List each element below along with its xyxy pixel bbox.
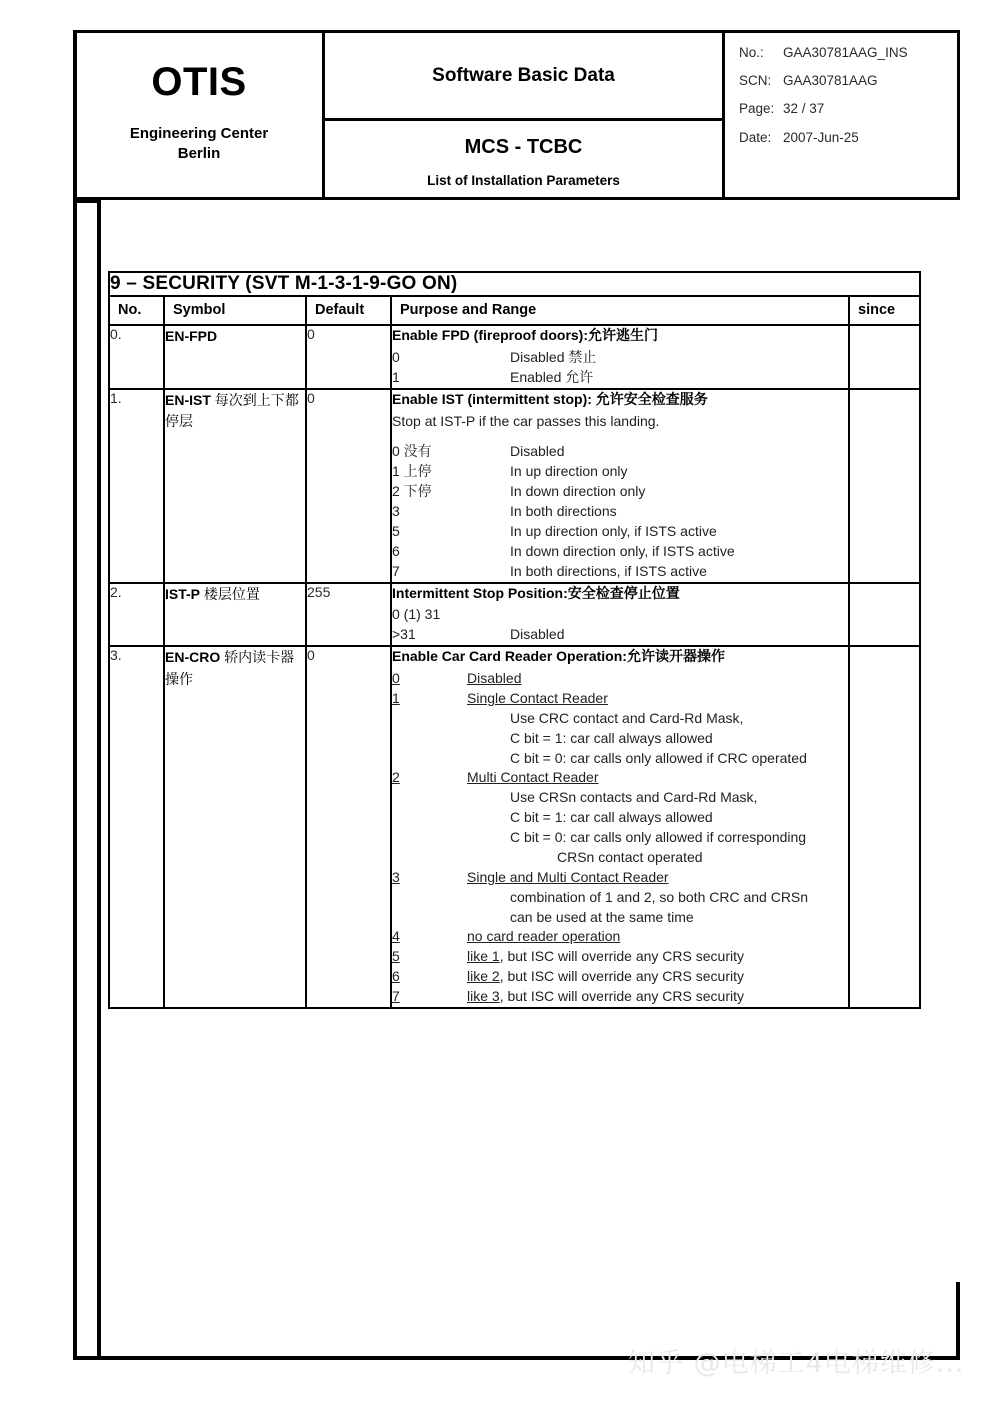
frame-left-outer-rule [73,30,77,1360]
symbol-annotation-cn: 每次到上下都停层 [165,391,299,430]
option-value: 7 [392,562,400,579]
row-symbol [164,325,306,389]
symbol-annotation-cn: 楼层位置 [200,585,260,602]
table-row [109,389,920,583]
metadata-row-no [739,45,957,60]
purpose-heading-cn: 允许安全检查服务 [591,390,708,407]
row-default-value: 0 [306,389,391,583]
doc-title-row [325,33,722,121]
option-row [392,927,848,947]
option-description: In down direction only, if ISTS active [510,542,735,559]
row-since [849,389,920,583]
spacer [392,431,848,442]
table-row [109,583,920,647]
option-description-ref: like 3 [467,988,500,1004]
option-description: Disabled [510,626,565,643]
row-symbol [164,646,306,1008]
option-row [392,967,848,987]
row-symbol [164,583,306,647]
column-header-default: Default [306,296,391,325]
option-row [392,482,848,502]
metadata-label-page: Page: [739,101,775,116]
metadata-label-date: Date: [739,130,772,145]
option-description: In down direction only [510,483,646,500]
installation-parameters-table [108,271,921,1009]
option-description: In both directions [510,503,617,519]
product-title-row [325,121,722,197]
purpose-heading-cn: 安全检查停止位置 [567,584,680,601]
option-description: Disabled [510,443,565,460]
option-row [392,868,848,888]
metadata-value-page: 32 / 37 [783,101,825,116]
section-title: 9 – SECURITY (SVT M-1-3-1-9-GO ON) [109,272,920,296]
option-value: 2 [392,769,400,786]
option-description-rest: , but ISC will override any CRS security [499,988,744,1004]
column-header-no: No. [109,296,164,325]
frame-left-inner-rule [97,203,101,1360]
option-row [392,522,848,542]
option-row [392,348,848,368]
option-description: Single and Multi Contact Reader [467,868,669,885]
option-value: 1 上停 [392,463,432,480]
metadata-row-page [739,101,957,116]
option-detail-line: C bit = 0: car calls only allowed if corresponding [510,829,807,845]
purpose-heading [392,390,848,410]
option-value: 1 [392,689,400,706]
row-purpose [391,583,849,647]
symbol-name: EN-CRO [165,649,221,666]
option-value: 6 [392,968,400,985]
purpose-heading [392,584,848,604]
option-detail-line: C bit = 0: car calls only allowed if CRC operated [510,749,807,766]
symbol-annotation-cn: 轿内读卡器操作 [165,649,295,687]
product-name: MCS - TCBC [464,136,583,158]
org-line-2: Berlin [177,145,221,162]
row-purpose [391,646,849,1008]
option-value: 0 [392,670,400,686]
metadata-value-no: GAA30781AAG_INS [783,45,908,60]
purpose-detail-line: 0 (1) 31 [392,606,441,623]
symbol-name: EN-IST [165,391,211,408]
option-row [392,462,848,482]
option-row [392,368,848,388]
metadata-label-no: No.: [739,45,764,60]
purpose-heading-cn: 允许读开器操作 [626,648,725,665]
document-title-block [73,30,960,200]
option-value: 4 [392,928,400,945]
row-symbol [164,389,306,583]
option-value: 1 [392,368,400,385]
document-title-cell [325,33,725,197]
option-description-rest: , but ISC will override any CRS security [499,948,744,965]
company-identity-cell [76,33,325,197]
column-header-purpose: Purpose and Range [391,296,849,325]
row-default-value: 0 [306,646,391,1008]
option-value: 3 [392,868,400,885]
option-description [467,947,848,967]
option-value: 7 [392,988,400,1004]
option-detail-line: C bit = 1: car call always allowed [510,809,713,826]
option-description [467,987,848,1007]
option-detail-line: can be used at the same time [510,908,694,925]
otis-logo: OTIS [151,59,247,104]
metadata-label-scn: SCN: [739,73,772,88]
purpose-heading-cn: 允许逃生门 [588,327,658,343]
symbol-name: EN-FPD [165,328,218,344]
row-purpose [391,389,849,583]
option-row [392,947,848,967]
purpose-heading [392,326,848,346]
option-value: 5 [392,948,400,965]
option-value: 6 [392,542,400,559]
table-row [109,646,920,1008]
document-metadata-cell [725,33,957,197]
row-since [849,646,920,1008]
table-section-title-row [109,272,920,296]
option-row [392,542,848,562]
purpose-heading-en: Enable Car Card Reader Operation: [392,648,627,665]
purpose-heading-en: Enable FPD (fireproof doors): [392,327,588,343]
metadata-value-date: 2007-Jun-25 [783,130,859,145]
option-description-rest: , but ISC will override any CRS security [499,968,744,985]
doc-title: Software Basic Data [432,64,615,86]
table-row [109,325,920,389]
option-value: 2 下停 [392,483,432,500]
document-subtitle: List of Installation Parameters [427,173,620,188]
option-row [392,625,848,645]
row-number: 0. [109,325,164,389]
row-number: 2. [109,583,164,647]
org-line-1: Engineering Center [129,124,269,142]
option-value: 3 [392,503,400,519]
zhihu-watermark: 知乎 @电梯工4电梯维修... [628,1348,965,1379]
option-value: 5 [392,522,400,539]
option-row [392,689,848,709]
option-description: Single Contact Reader [467,689,608,706]
option-detail-line: Use CRSn contacts and Card-Rd Mask, [510,789,758,806]
purpose-heading-en: Enable IST (intermittent stop): [392,390,592,407]
option-description: In up direction only, if ISTS active [510,522,717,539]
option-detail-line: Use CRC contact and Card-Rd Mask, [510,709,744,726]
option-description: Disabled [467,670,522,686]
row-since [849,583,920,647]
option-value: >31 [392,626,416,643]
option-row [392,562,848,582]
purpose-detail-line: Stop at IST-P if the car passes this landing. [392,412,660,429]
row-number: 3. [109,646,164,1008]
option-description: Disabled 禁止 [510,348,597,365]
option-description: no card reader operation [467,928,621,945]
column-header-since: since [849,296,920,325]
option-row [392,987,848,1007]
row-default-value: 0 [306,325,391,389]
row-purpose [391,325,849,389]
row-number: 1. [109,389,164,583]
purpose-heading [392,647,848,667]
option-value: 0 [392,348,400,365]
option-description [467,967,848,987]
option-row [392,442,848,462]
option-value: 0 没有 [392,443,432,460]
option-description-ref: like 2 [467,968,500,985]
option-row [392,768,848,788]
option-description: Multi Contact Reader [467,769,599,786]
option-row [392,502,848,522]
table-header-row [109,296,920,325]
metadata-value-scn: GAA30781AAG [783,73,878,88]
option-description: In up direction only [510,463,628,480]
metadata-row-date [739,130,957,145]
metadata-row-scn [739,73,957,88]
symbol-name: IST-P [165,585,201,602]
row-default-value: 255 [306,583,391,647]
option-description: In both directions, if ISTS active [510,562,707,579]
option-detail-line: C bit = 1: car call always allowed [510,729,713,746]
option-row [392,669,848,689]
row-since [849,325,920,389]
purpose-heading-en: Intermittent Stop Position: [392,584,568,601]
engineering-center-label [130,124,268,165]
column-header-symbol: Symbol [164,296,306,325]
option-description-ref: like 1 [467,948,500,965]
option-detail-line: combination of 1 and 2, so both CRC and CRSn [510,888,809,905]
option-detail-line: CRSn contact operated [557,848,703,865]
option-description: Enabled 允许 [510,368,594,385]
